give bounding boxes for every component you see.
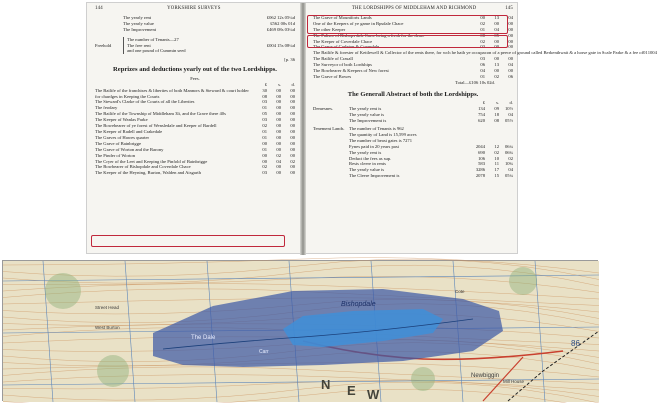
deduction-row: The Grave of Mountforts Lands 00 13 04 <box>313 14 513 20</box>
deduction-row: The Palisor of Bishops dale Carre being a fresh for the deare 00 05 00 <box>313 32 513 38</box>
book-spread <box>86 2 657 254</box>
deduction-row: The Surveyor of both Lordships 06 13 04 <box>313 62 513 68</box>
tenement-row: The number of Tenants is 962 <box>349 126 404 131</box>
fee-row: The Cryer of the Leet and Keeping the Pinfold of Bainbrigge 00 04 02 <box>95 158 295 164</box>
freehold-label: Freehold <box>95 42 112 48</box>
tenement-row: Fynes paid in 20 years past 2044 12 06¼ <box>349 143 513 149</box>
map-label-e: E <box>347 383 356 398</box>
summary-row: The Improvement £469 08s 03¼d <box>123 26 295 32</box>
deduction-row: One of the Keepers of ye game in Bpsdale Chace 02 00 00 <box>313 20 513 26</box>
fee-row: The Keeper of the Heyning, Burton, Walden and Aisgarth 03 00 00 <box>95 170 295 176</box>
fee-row: The Grave of Worton and the Barony 01 00 00 <box>95 146 295 152</box>
right-page <box>305 3 657 255</box>
fee-row: The Bowbearer of Bishopdale and Coverdale Chace 02 00 00 <box>95 164 295 170</box>
tenement-row: The yearly value is 3286 17 04 <box>349 167 513 173</box>
map-label-street-head: Street Head <box>95 305 120 310</box>
summary-row: The yearly value £562 00s 01d <box>123 20 295 26</box>
tenement-row: The yearly rent is 690 02 06¾ <box>349 149 513 155</box>
map-label-w: W <box>367 387 380 402</box>
map-label-the-dale: The Dale <box>191 335 216 341</box>
right-page-header <box>313 6 513 12</box>
fee-row: The Grave of Bainbrigge 00 00 00 <box>95 140 295 146</box>
yearly-rent-block <box>95 15 295 33</box>
right-running-head: THE LORDSHIPPS OF MIDDLEHAM AND RICHMOND <box>351 6 477 11</box>
right-page-number: 145 <box>505 6 513 11</box>
map-woodland <box>45 273 81 309</box>
fee-row: The Graves of Hawes quarter 01 00 00 <box>95 134 295 140</box>
tenement-label: Tenement Lands. <box>313 126 345 131</box>
tenement-row: Rests cleere in rents 583 11 10¾ <box>349 161 513 167</box>
deduction-row: The Bailife of Crasall 03 00 00 <box>313 56 513 62</box>
deduction-row: The Bowbearer & Keepers of New forest 04 00 00 <box>313 68 513 74</box>
map-woodland <box>97 355 129 387</box>
abstract-title: The Generall Abstract of both the Lordshipps. <box>347 90 479 98</box>
fees-label: Fees. <box>190 75 200 81</box>
map-label-carr: Carr <box>259 349 269 355</box>
map-woodland <box>411 367 435 391</box>
freehold-block <box>95 37 295 55</box>
ordnance-map <box>2 260 598 401</box>
fee-row: The Keeper of Radell and Crakedale 01 00 00 <box>95 129 295 134</box>
map-grid-label-86: 86 <box>571 339 580 348</box>
map-label-newbiggin: Newbiggin <box>471 373 500 379</box>
total-line: Total—£106 10s 02d. <box>455 79 495 85</box>
demesnes-row: The Improvement is 620 08 05½ <box>349 118 513 124</box>
demesnes-block <box>313 106 513 124</box>
fee-row: The Bailife of the franchises & liberties of both Mannors & Steward & court holder 30 00 00 <box>95 87 295 93</box>
fee-row: The Bowebearer of ye forest of Wensledale and Keeper of Bardell 02 00 00 <box>95 123 295 129</box>
fee-row: The Steward's Clarke of the Courts of all the Liberties 03 00 00 <box>95 99 295 105</box>
highlight-box-keepers <box>307 15 508 34</box>
tenement-row: The number of beast gates is 7271 <box>349 137 413 143</box>
tenement-row: The quantity of Land is 15,599 acres <box>349 131 417 137</box>
freehold-row: and one pound of Cummin seed <box>127 48 186 54</box>
summary-row: The yearly rent £062 12s 05¼d <box>123 14 295 20</box>
map-label-mill-house: Mill House <box>503 379 525 384</box>
page-reference: [p. 36 <box>284 57 295 63</box>
fee-row: The Pinder of Worton 00 02 00 <box>95 152 295 158</box>
tenement-row: The Cleere Improvement is 2078 15 05¼ <box>349 173 513 179</box>
column-heads: £ s. d. <box>264 81 295 87</box>
demesnes-row: The yearly value is 754 18 04 <box>349 112 513 118</box>
tenement-row: Deduct the fees as sup. 106 10 02 <box>349 155 513 161</box>
map-label-west-burton: West Burton <box>95 325 120 330</box>
left-page <box>87 3 301 255</box>
left-page-number: 144 <box>95 6 103 11</box>
abstract-column-heads: £ s. d. <box>482 100 513 106</box>
highlight-box-palisor <box>307 35 508 48</box>
demesnes-label: Demesnes. <box>313 106 334 112</box>
deduction-row: The Bailife & forester of Kettlewell & Collector of the rents there, for wch he hath ye occupacon of a peece of ground called Berkenthwait & a horse gate in Scale Parke & a fee of 01 10 04 <box>313 50 657 56</box>
deduction-row: The Grave of Carleton & Coverdale 03 00 00 <box>313 44 513 50</box>
fee-row: for chardges in Keeping the Courts 08 00 00 <box>95 93 295 99</box>
demesnes-row: The yearly rent is 134 09 10½ <box>349 106 513 112</box>
deduction-row: The other Keeper 01 04 00 <box>313 26 513 32</box>
deduction-row: The Grave of Bowes 01 02 06 <box>313 73 513 79</box>
map-label-cote: Cote <box>455 289 465 294</box>
freehold-row: The free rent £004 15s 08¼d <box>127 42 295 48</box>
fee-row: The feodary 01 00 00 <box>95 105 295 111</box>
freehold-row: The number of Tenants—27 <box>127 36 179 42</box>
reprizes-title: Reprizes and deductions yearly out of the two Lordshipps. <box>113 66 277 74</box>
fee-row: The Bailife of the Township of Middleham 3li, and the Grave there 40s 05 00 00 <box>95 111 295 117</box>
left-running-head: YORKSHIRE SURVEYS <box>167 6 221 11</box>
deduction-row: The Keeper of Coverdale Chace 02 00 00 <box>313 38 513 44</box>
map-label-n: N <box>321 377 331 392</box>
fees-list <box>95 88 295 177</box>
tenement-block <box>313 126 513 179</box>
highlight-box-bowbearer <box>91 235 285 247</box>
fee-row: The Keeper of Wanlas Parke 03 00 00 <box>95 117 295 123</box>
map-woodland <box>509 267 537 295</box>
map-label-bishopdale: Bishopdale <box>341 301 376 308</box>
left-page-header <box>95 6 295 12</box>
